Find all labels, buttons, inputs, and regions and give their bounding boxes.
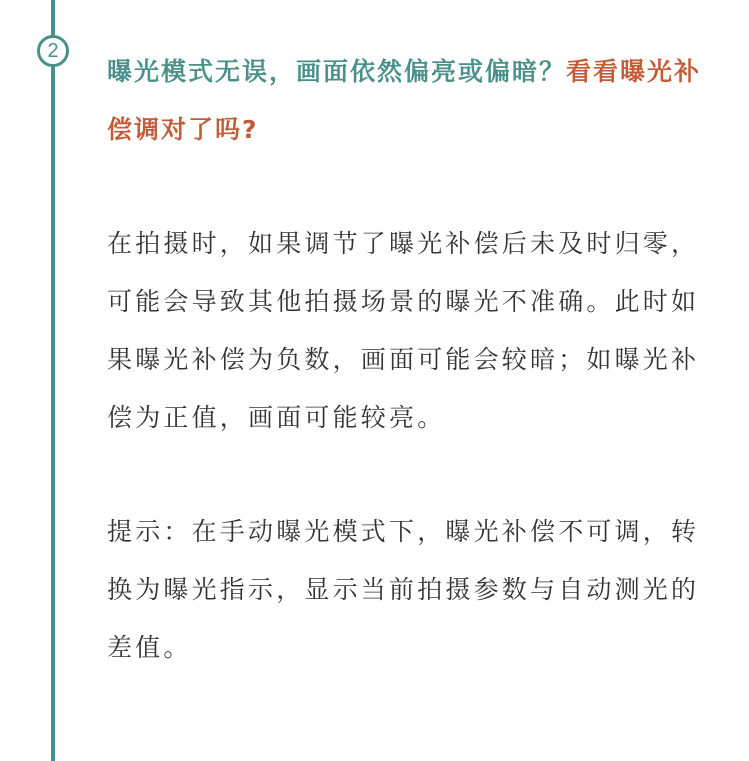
article-content: [107, 43, 707, 677]
body-paragraph: 在拍摄时，如果调节了曝光补偿后未及时归零，可能会导致其他拍摄场景的曝光不准确。此时如果曝光补偿为负数，画面可能会较暗；如曝光补偿为正值，画面可能较亮。: [107, 229, 700, 432]
step-number: 2: [47, 40, 59, 62]
timeline-line: [51, 0, 55, 761]
step-number-badge: [37, 35, 69, 67]
tip-paragraph: 提示：在手动曝光模式下，曝光补偿不可调，转换为曝光指示，显示当前拍摄参数与自动测光的差值。: [107, 517, 700, 662]
heading-highlight: 看看曝光补偿调对了吗?: [107, 57, 702, 144]
heading-question: 曝光模式无误，画面依然偏亮或偏暗？: [107, 57, 567, 86]
section-heading: [107, 43, 707, 159]
